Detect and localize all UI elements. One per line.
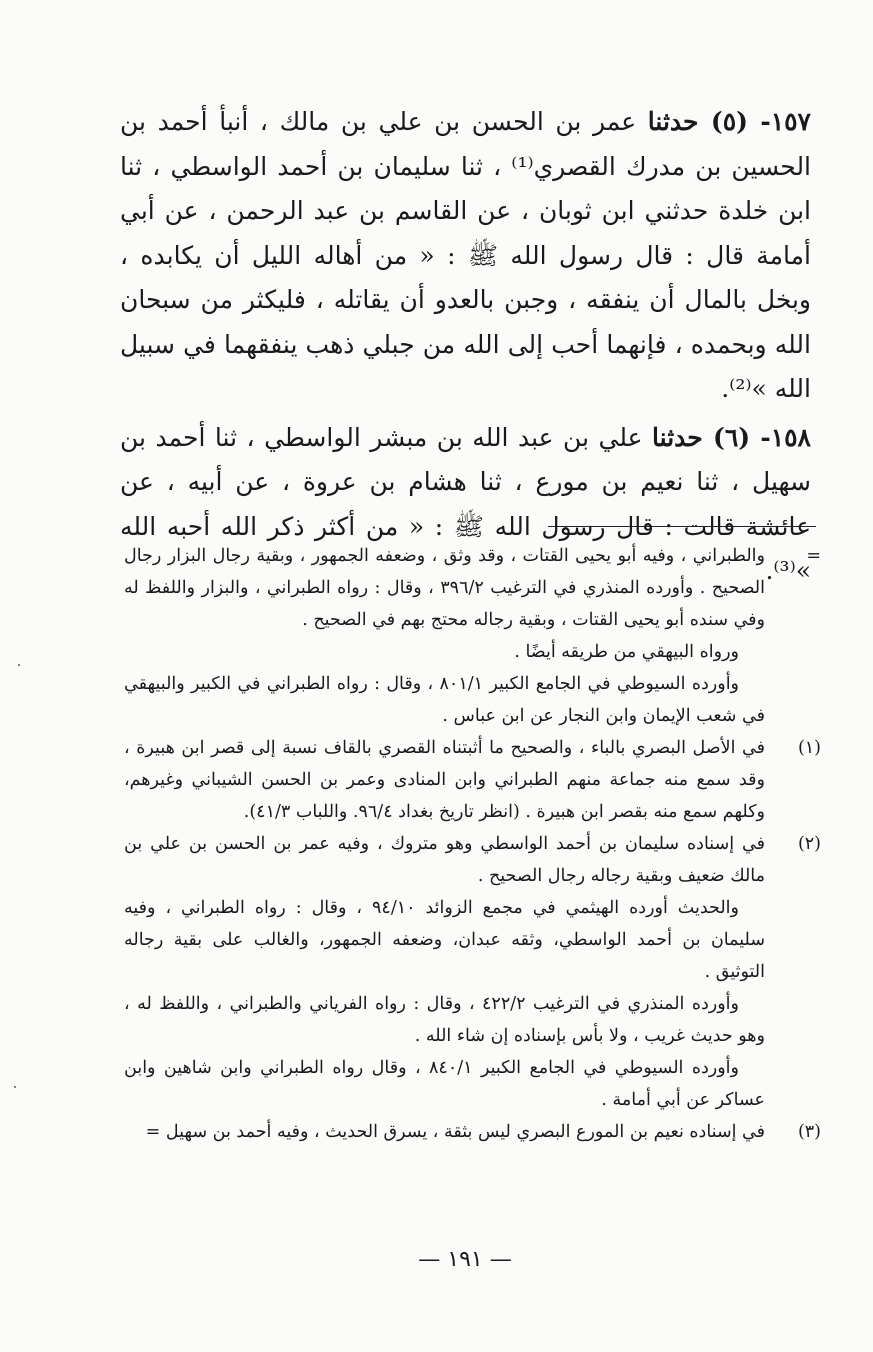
- footnote-mark: =: [806, 546, 821, 566]
- footnote-paragraph: والطبراني ، وفيه أبو يحيى القتات ، وقد وثق ، وضعفه الجمهور ، وبقية رجال البزار رجال الصحيح . وأورده المنذري في الترغيب ٣٩٦/٢ ، وقال : رواه الطبراني ، والبزار واللفظ له وفي سنده أبو يحيى القتات ، وبقية رجاله محتج بهم في الصحيح .: [124, 546, 766, 630]
- footnote-mark: (٢): [797, 834, 821, 854]
- footnote-2: [124, 828, 821, 1116]
- hadith-number: ١٥٧- (٥) حدثنا: [647, 107, 811, 136]
- footnote-1: [124, 732, 821, 828]
- hadith-text: علي بن عبد الله بن مبشر الواسطي ، ثنا أحمد بن سهيل ، ثنا نعيم بن مورع ، ثنا هشام بن عروة ، عن أبيه ، عن عائشة قالت : قال رسول الله ﷺ : « من أكثر ذكر الله أحبه الله »⁽³⁾.: [120, 422, 811, 585]
- footnote-continued: [124, 540, 821, 732]
- hadith-number: ١٥٨- (٦) حدثنا: [652, 422, 811, 452]
- footnote-paragraph: في إسناده نعيم بن المورع البصري ليس بثقة ، يسرق الحديث ، وفيه أحمد بن سهيل =: [145, 1122, 765, 1142]
- footnote-3: [124, 1116, 821, 1148]
- footnote-paragraph: ورواه البيهقي من طريقه أيضًا .: [514, 642, 739, 662]
- page-number: — ١٩١ —: [418, 1247, 512, 1272]
- footnote-paragraph: وأورده السيوطي في الجامع الكبير ٨٠١/١ ، وقال : رواه الطبراني في الكبير والبيهقي في شعب الإيمان وابن النجار عن ابن عباس .: [124, 674, 765, 726]
- scan-speck: [14, 1086, 16, 1088]
- footnote-paragraph: وأورده المنذري في الترغيب ٤٢٢/٢ ، وقال : رواه الفرياني والطبراني ، واللفظ له ، وهو حديث غريب ، ولا بأس بإسناده إن شاء الله .: [124, 994, 765, 1046]
- footnote-mark: (١): [797, 738, 821, 758]
- hadith-157: [120, 100, 811, 412]
- footnote-mark: (٣): [797, 1122, 821, 1142]
- hadith-text: عمر بن الحسن بن علي بن مالك ، أنبأ أحمد بن الحسين بن مدرك القصري⁽¹⁾ ، ثنا سليمان بن أحمد الواسطي ، ثنا ابن خلدة حدثني ابن ثوبان ، عن القاسم بن عبد الرحمن ، عن أبي أمامة قال : قال رسول الله ﷺ : « من أهاله الليل أن يكابده ، وبخل بالمال أن ينفقه ، وجبن بالعدو أن يقاتله ، فليكثر من سبحان الله وبحمده ، فإنهما أحب إلى الله من جبلي ذهب ينفقهما في سبيل الله »⁽²⁾.: [120, 107, 812, 403]
- scan-speck: [18, 664, 20, 666]
- footnote-paragraph: وأورده السيوطي في الجامع الكبير ٨٤٠/١ ، وقال رواه الطبراني وابن شاهين وابن عساكر عن أبي أمامة .: [124, 1058, 765, 1110]
- footnote-paragraph: والحديث أورده الهيثمي في مجمع الزوائد ٩٤/١٠ ، وقال : رواه الطبراني ، وفيه سليمان بن أحمد الواسطي، وثقه عبدان، وضعفه الجمهور، والغالب على بقية رجاله التوثيق .: [124, 898, 765, 982]
- footnote-divider: [548, 526, 816, 527]
- main-text: [120, 100, 811, 594]
- footnote-paragraph: في الأصل البصري بالباء ، والصحيح ما أثبتناه القصري بالقاف نسبة إلى قصر ابن هبيرة ، وقد سمع منه جماعة منهم الطبراني وابن المنادى وعمر بن الحسن الشيباني وغيرهم، وكلهم سمع منه بقصر ابن هبيرة . (انظر تاريخ بغداد ٩٦/٤. واللباب ٤١/٣).: [124, 738, 765, 822]
- footnote-paragraph: في إسناده سليمان بن أحمد الواسطي وهو متروك ، وفيه عمر بن الحسن بن علي بن مالك ضعيف وبقية رجاله رجال الصحيح .: [124, 834, 765, 886]
- footnotes: [124, 540, 821, 1148]
